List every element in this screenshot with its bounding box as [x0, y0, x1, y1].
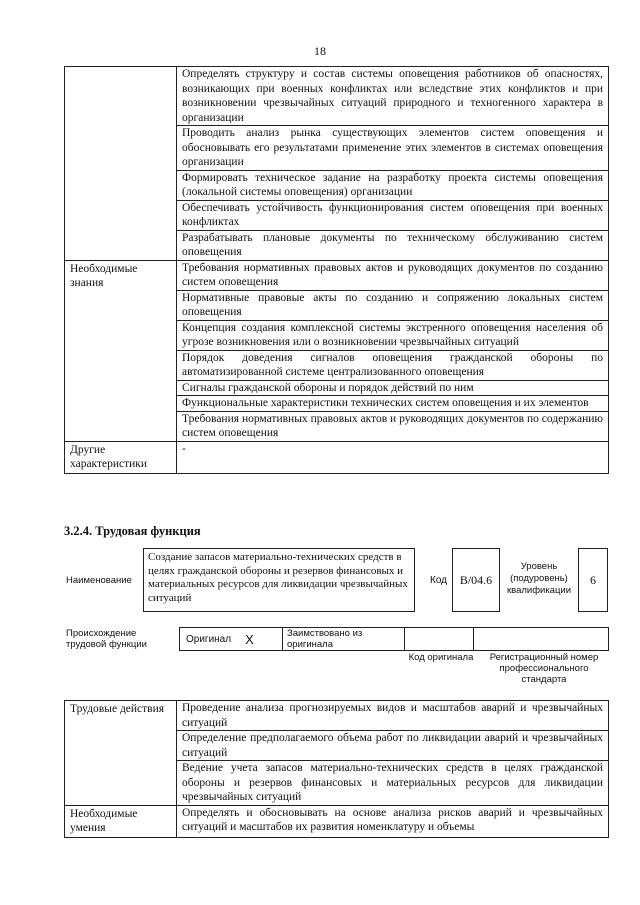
section-title: 3.2.4. Трудовая функция — [64, 524, 201, 538]
original-mark: X — [245, 631, 254, 647]
level-value: 6 — [590, 572, 596, 587]
borrowed-cell — [282, 627, 405, 651]
row-item: Определять структуру и состав системы оповещения работников об опасностях, возникающих при военных конфликтах или вследствие этих конфликтов и при возникновении чрезвычайных ситуаций природного и техногенного характера в организации — [177, 67, 609, 126]
labor-actions-table — [64, 700, 609, 838]
code-label: Код — [430, 575, 448, 586]
code-value: В/04.6 — [459, 572, 493, 587]
row-label: Другие характеристики — [65, 441, 177, 473]
row-item: Ведение учета запасов материально-технических средств в целях гражданской обороны и резервов финансовых и материальных ресурсов для ликвидации чрезвычайных ситуаций — [177, 761, 609, 806]
row-label: Необходимые умения — [65, 805, 177, 837]
row-label: Необходимые знания — [65, 260, 177, 441]
borrowed-label: Заимствовано из оригинала — [287, 628, 363, 650]
row-item: Проводить анализ рынка существующих элементов систем оповещения и обосновывать его результатами применение этих элементов в системах оповещения организации — [177, 126, 609, 171]
page-number: 18 — [314, 44, 326, 58]
row-item: Определять и обосновывать на основе анализа рисков аварий и чрезвычайных ситуаций и масштабов их развития номенклатуру и объемы — [177, 805, 609, 837]
level-box — [578, 548, 608, 612]
table-row — [65, 67, 609, 126]
row-item: Формировать техническое задание на разработку проекта системы оповещения (локальной системы оповещения) организации — [177, 170, 609, 200]
origin-row — [179, 627, 609, 651]
table-row — [65, 805, 609, 837]
table-row — [65, 260, 609, 290]
origin-label: Происхождение трудовой функции — [66, 628, 147, 650]
row-item: Требования нормативных правовых актов и руководящих документов по содержанию систем оповещения — [177, 411, 609, 441]
registration-caption: Регистрационный номер профессионального стандарта — [489, 652, 599, 685]
row-item: Требования нормативных правовых актов и руководящих документов по созданию систем оповещения — [177, 260, 609, 290]
row-item: Функциональные характеристики технических систем оповещения и их элементов — [177, 396, 609, 412]
row-item: - — [177, 441, 609, 473]
function-name-box — [143, 548, 415, 612]
row-label — [65, 67, 177, 261]
function-name-value: Создание запасов материально-технических средств в целях гражданской обороны и резервов финансовых и материальных ресурсов для ликвидации чрезвычайных ситуаций — [148, 551, 408, 604]
row-item: Проведение анализа прогнозируемых видов и масштабов аварий и чрезвычайных ситуаций — [177, 701, 609, 731]
table-row — [65, 701, 609, 731]
row-item: Нормативные правовые акты по созданию и сопряжению локальных систем оповещения — [177, 290, 609, 320]
row-item: Обеспечивать устойчивость функционирования систем оповещения при военных конфликтах — [177, 200, 609, 230]
original-code-cell — [404, 627, 474, 651]
requirements-table — [64, 66, 609, 474]
table-row — [65, 441, 609, 473]
row-item: Концепция создания комплексной системы экстренного оповещения населения об угрозе возникновения или о возникновении чрезвычайных ситуаций — [177, 320, 609, 350]
row-item: Сигналы гражданской обороны и порядок действий по ним — [177, 380, 609, 396]
original-label: Оригинал — [186, 633, 232, 645]
code-box — [452, 548, 500, 612]
level-label: Уровень (подуровень) квалификации — [506, 561, 572, 596]
code-caption: Код оригинала — [408, 652, 474, 663]
row-item: Определение предполагаемого объема работ по ликвидации аварий и чрезвычайных ситуаций — [177, 731, 609, 761]
registration-number-cell — [473, 627, 609, 651]
original-cell — [179, 627, 283, 651]
row-item: Порядок доведения сигналов оповещения гражданской обороны по автоматизированной системе централизованного оповещения — [177, 350, 609, 380]
row-item: Разрабатывать плановые документы по техническому обслуживанию систем оповещения — [177, 230, 609, 260]
name-label: Наименование — [66, 575, 132, 586]
row-label: Трудовые действия — [65, 701, 177, 806]
